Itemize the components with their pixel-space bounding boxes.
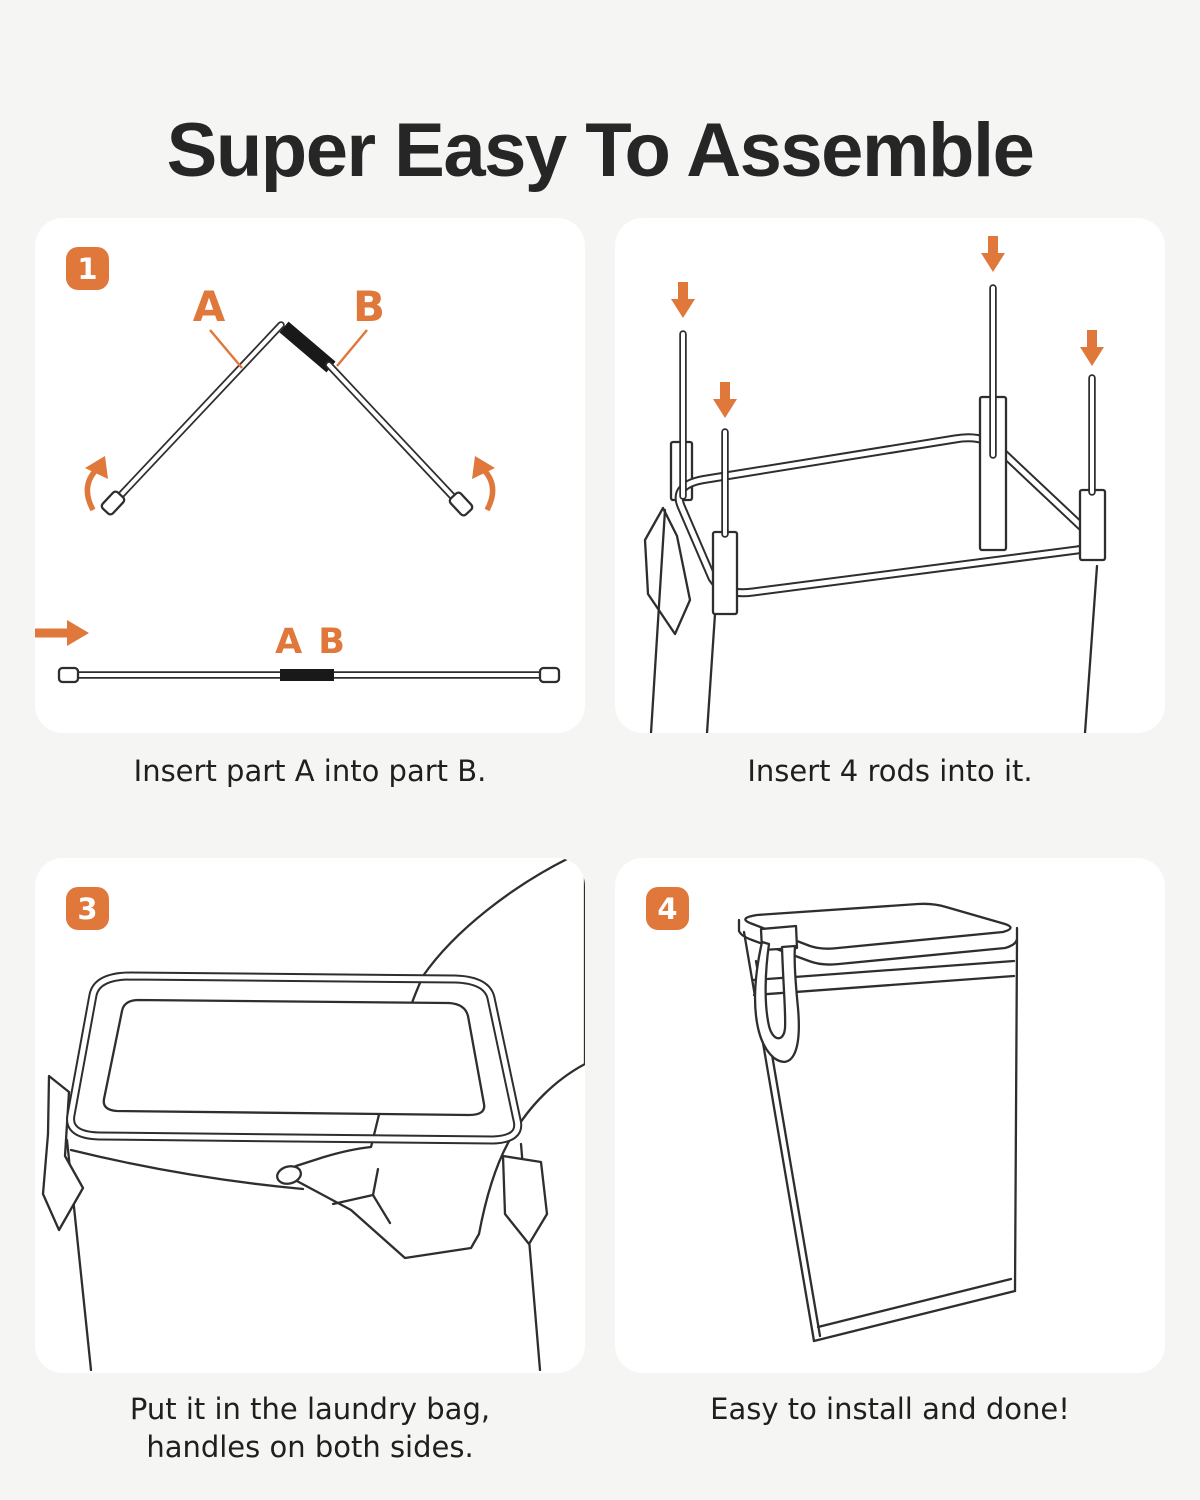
rim-opening — [104, 1000, 484, 1115]
curved-arrow-icon-right — [472, 456, 495, 510]
formula-part-a: A — [275, 622, 303, 662]
caption-step-2: Insert 4 rods into it. — [747, 754, 1033, 788]
top-rim-frame — [679, 438, 1092, 593]
formula-part-b: B — [318, 622, 345, 662]
step-badge-3: 3 — [66, 887, 109, 930]
frame-with-rods-diagram — [615, 218, 1165, 733]
assembled-rod — [59, 668, 559, 682]
right-arrow-icon — [35, 620, 89, 646]
step-panel-2 — [615, 218, 1165, 733]
part-label-b: B — [352, 282, 385, 331]
part-label-a: A — [192, 282, 226, 331]
assembled-hamper-diagram — [615, 858, 1165, 1373]
step-badge-4: 4 — [646, 887, 689, 930]
caption-step-4: Easy to install and done! — [710, 1392, 1070, 1426]
insert-formula — [35, 620, 585, 664]
caption-step-3-line-2: handles on both sides. — [146, 1430, 474, 1464]
step-panel-4 — [615, 858, 1165, 1373]
page-title: Super Easy To Assemble — [166, 107, 1034, 193]
down-arrow-icon — [1080, 330, 1104, 366]
step-panel-1 — [35, 218, 585, 733]
bag-handle-strap-right — [503, 1156, 547, 1244]
down-arrow-icon — [713, 382, 737, 418]
caption-step-3 — [35, 1390, 585, 1466]
leader-line-b — [337, 330, 367, 366]
rod-part-b — [329, 365, 474, 517]
connector-sleeve — [284, 327, 331, 367]
caption-step-1: Insert part A into part B. — [133, 754, 487, 788]
corner-sleeve — [1080, 490, 1105, 560]
down-arrow-icon — [671, 282, 695, 318]
step-panel-3 — [35, 858, 585, 1373]
step-badge-1: 1 — [66, 247, 109, 290]
corner-sleeve — [713, 532, 737, 614]
caption-step-3-line-1: Put it in the laundry bag, — [129, 1392, 491, 1426]
bag-handle-strap — [645, 508, 690, 634]
down-arrow-icon — [981, 236, 1005, 272]
hand-inserting-frame-diagram — [35, 858, 585, 1373]
rod-part-a — [100, 325, 281, 516]
leader-line-a — [210, 330, 242, 368]
